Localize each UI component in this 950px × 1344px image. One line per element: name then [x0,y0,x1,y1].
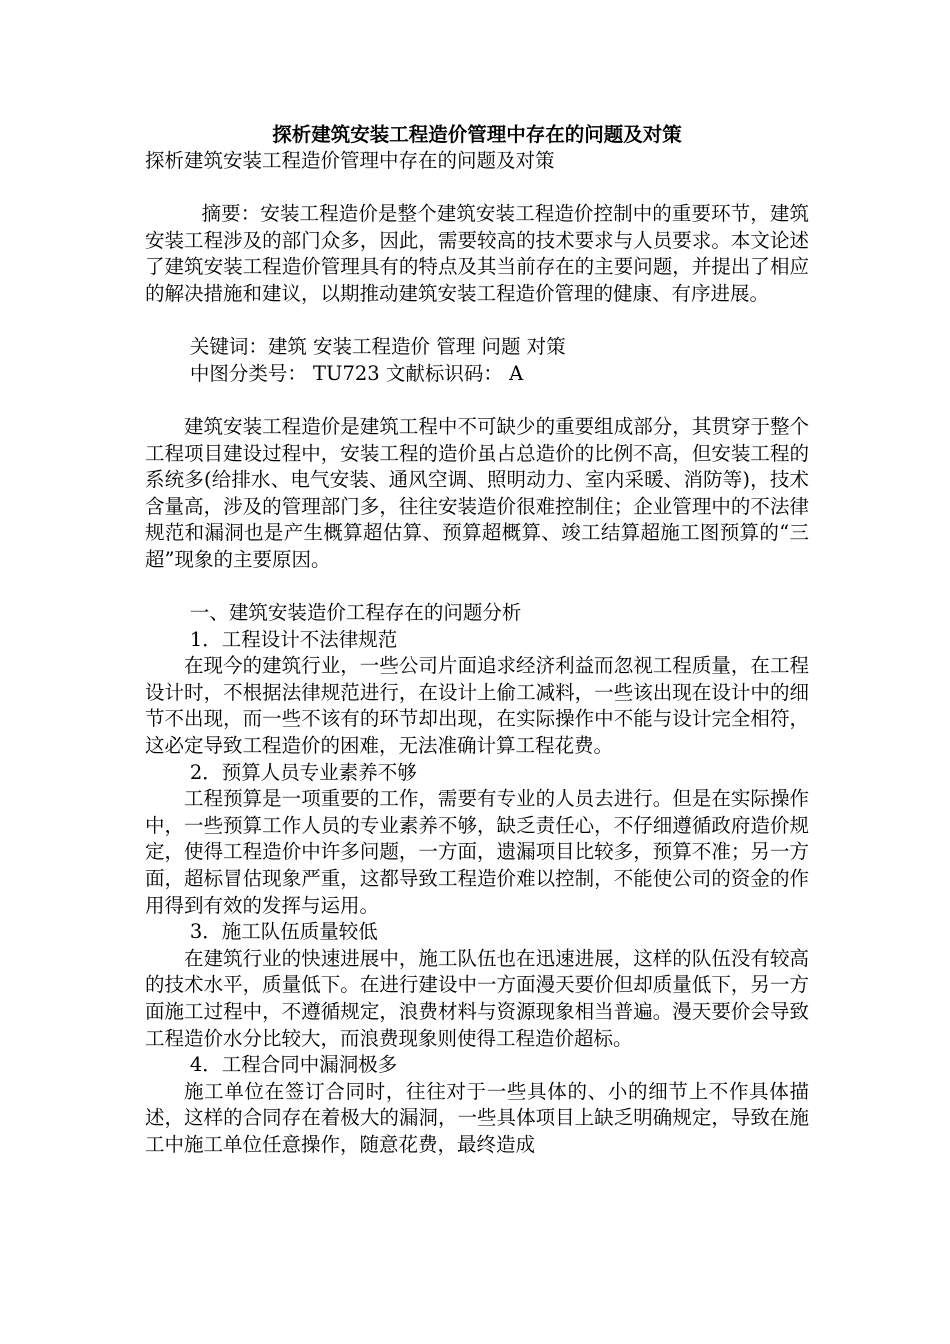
subsection-body-1: 在现今的建筑行业，一些公司片面追求经济利益而忽视工程质量，在工程设计时，不根据法律规范进行，在设计上偷工减料，一些该出现在设计中的细节不出现，而一些不该有的环节却出现，在实际操作中不能与设计完全相符，这必定导致工程造价的困难，无法准确计算工程花费。 [145,654,809,758]
intro-paragraph: 建筑安装工程造价是建筑工程中不可缺少的重要组成部分，其贯穿于整个工程项目建设过程中，安装工程的造价虽占总造价的比例不高，但安装工程的系统多(给排水、电气安装、通风空调、照明动力、室内采暖、消防等)，技术含量高，涉及的管理部门多，往往安装造价很难控制住；企业管理中的不法律规范和漏洞也是产生概算超估算、预算超概算、竣工结算超施工图预算的“三超”现象的主要原因。 [145,414,809,571]
keywords-line: 关键词：建筑 安装工程造价 管理 问题 对策 [189,335,566,359]
document-title: 探析建筑安装工程造价管理中存在的问题及对策 [272,123,682,146]
subsection-body-4: 施工单位在签订合同时，往往对于一些具体的、小的细节上不作具体描述，这样的合同存在着极大的漏洞，一些具体项目上缺乏明确规定，导致在施工中施工单位任意操作，随意花费，最终造成 [145,1079,809,1156]
subsection-heading-2: 2．预算人员专业素养不够 [189,760,417,784]
subsection-heading-3: 3．施工队伍质量较低 [189,920,378,944]
blank-line [145,308,809,335]
subsection-body-3: 在建筑行业的快速进展中，施工队伍也在迅速进展，这样的队伍没有较高的技术水平，质量低下。在进行建设中一方面漫天要价但却质量低下，另一方面施工过程中，不遵循规定，浪费材料与资源现象相当普遍。漫天要价会导致工程造价水分比较大，而浪费现象则使得工程造价超标。 [145,946,809,1050]
document-body [145,122,809,1159]
blank-line [145,175,809,202]
subsection-body-2: 工程预算是一项重要的工作，需要有专业的人员去进行。但是在实际操作中，一些预算工作人员的专业素养不够，缺乏责任心，不仔细遵循政府造价规定，使得工程造价中许多问题，一方面，遗漏项目比较多，预算不准；另一方面，超标冒估现象严重，这都导致工程造价难以控制，不能使公司的资金的作用得到有效的发挥与运用。 [145,787,809,917]
abstract-paragraph: 摘要：安装工程造价是整个建筑安装工程造价控制中的重要环节，建筑安装工程涉及的部门众多，因此，需要较高的技术要求与人员要求。本文论述了建筑安装工程造价管理具有的特点及其当前存在的主要问题，并提出了相应的解决措施和建议，以期推动建筑安装工程造价管理的健康、有序进展。 [145,202,809,305]
subsection-heading-4: 4．工程合同中漏洞极多 [189,1053,398,1077]
section-heading: 一、建筑安装造价工程存在的问题分析 [189,601,522,625]
blank-line [145,387,809,414]
blank-line [145,574,809,601]
document-subtitle: 探析建筑安装工程造价管理中存在的问题及对策 [145,149,555,172]
classification-line: 中图分类号： TU723 文献标识码： A [189,361,524,385]
subsection-heading-1: 1．工程设计不法律规范 [189,627,398,651]
